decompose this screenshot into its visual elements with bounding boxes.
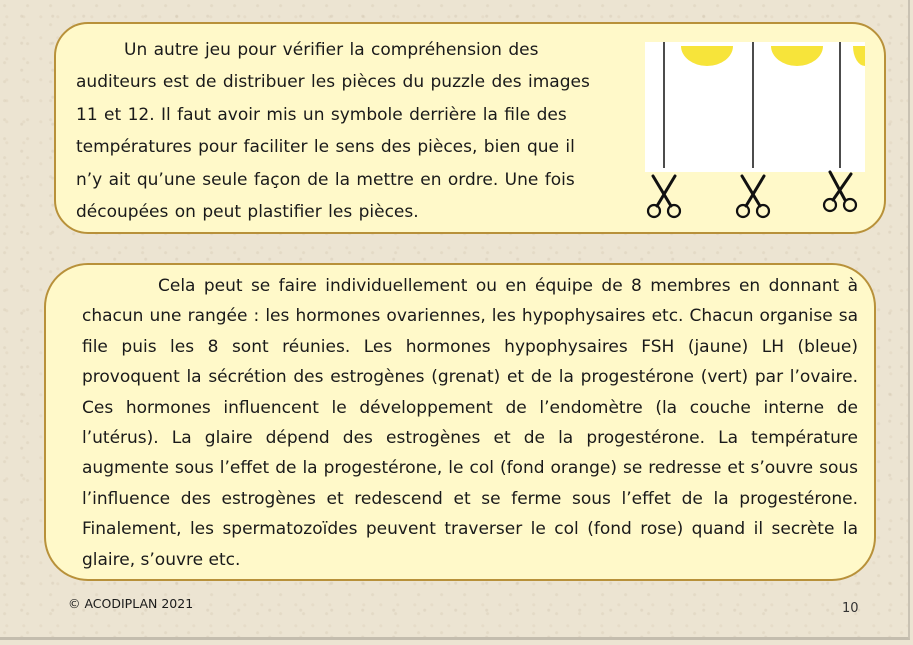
yellow-semicircle-3: [853, 46, 865, 66]
copyright-footer: © ACODIPLAN 2021: [68, 596, 194, 611]
scissors-icon: [644, 174, 684, 220]
puzzle-pieces-graphic: [645, 42, 865, 172]
bottom-paragraph: Cela peut se faire individuellement ou en équipe de 8 membres en donnant à chacun une rangée : les hormones ovariennes, les hypophysaires etc. Chacun organise sa file puis les 8 sont réunies. Les hormones hypophysaires FSH (jaune) LH (bleue) provoquent la sécrétion des estrogènes (grenat) et de la progestérone (vert) par l’ovaire. Ces hormones influencent le développement de l’endomètre (la couche interne de l’utérus). La glaire dépend des estrogènes et de la progestérone. La température augmente sous l’effet de la progestérone, le col (fond orange) se redresse et s’ouvre sous l’influence des estrogènes et redescend et se ferme sous l’effet de la progestérone. Finalement, les spermatozoïdes peuvent traverser le col (fond rose) quand il secrète la glaire, s’ouvre etc.: [82, 276, 858, 570]
yellow-semicircle-2: [771, 46, 823, 66]
scissors-icon: [733, 174, 773, 220]
puzzle-illustration: [645, 42, 865, 172]
page-number: 10: [842, 601, 859, 616]
yellow-semicircle-1: [681, 46, 733, 66]
bottom-text-panel: [44, 263, 876, 581]
top-text-panel: [54, 22, 886, 234]
top-paragraph: Un autre jeu pour vérifier la compréhension des auditeurs est de distribuer les pièces du puzzle des images 11 et 12. Il faut avoir mis un symbole derrière la file des températures pour faciliter le sens des pièces, bien que il n’y ait qu’une seule façon de la mettre en ordre. Une fois découpées on peut plastifier les pièces.: [76, 40, 590, 223]
scissors-icon: [819, 170, 859, 216]
